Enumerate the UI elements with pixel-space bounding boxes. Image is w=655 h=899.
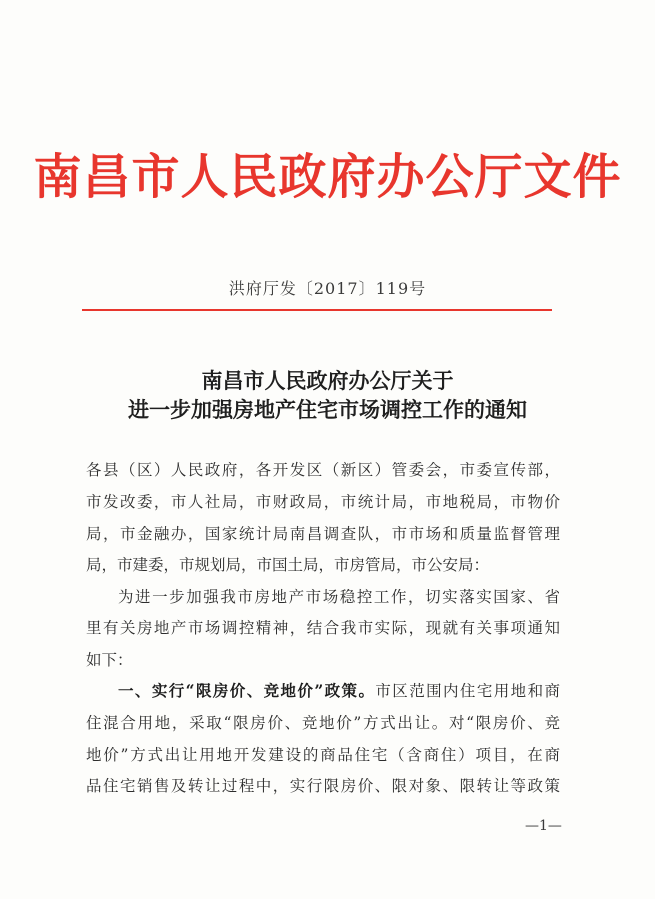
section1-line: 品住宅销售及转让过程中，实行限房价、限对象、限转让等政策 (86, 777, 560, 795)
document-number: 洪府厅发〔2017〕119号 (228, 279, 427, 298)
addressee-line: 各县（区）人民政府，各开发区（新区）管委会，市委宣传部， (86, 461, 560, 479)
section1-first-line-rest: 市区范围内住宅用地和商 (375, 682, 560, 700)
intro-line: 为进一步加强我市房地产市场稳控工作，切实落实国家、省 (118, 588, 560, 606)
notice-title-line-2: 进一步加强房地产住宅市场调控工作的通知 (128, 397, 527, 422)
section1-first-line (118, 679, 560, 701)
page-number: —1— (525, 818, 562, 834)
masthead-title: 南昌市人民政府办公厅文件 (33, 149, 622, 205)
section1-line: 地价”方式出让用地开发建设的商品住宅（含商住）项目，在商 (86, 746, 560, 764)
section1-heading: 一、实行“限房价、竞地价”政策。 (118, 681, 376, 700)
red-divider (82, 309, 552, 311)
intro-line: 如下： (86, 651, 133, 669)
notice-title-line-1: 南昌市人民政府办公厅关于 (201, 368, 454, 393)
addressee-line: 局，市金融办，国家统计局南昌调查队，市市场和质量监督管理 (86, 525, 560, 543)
intro-line: 里有关房地产市场调控精神，结合我市实际，现就有关事项通知 (86, 619, 560, 637)
addressee-line: 市发改委，市人社局，市财政局，市统计局，市地税局，市物价 (86, 493, 560, 511)
addressee-line: 局，市建委，市规划局，市国土局，市房管局，市公安局： (86, 556, 490, 574)
section1-line: 住混合用地，采取“限房价、竞地价”方式出让。对“限房价、竞 (86, 714, 560, 732)
